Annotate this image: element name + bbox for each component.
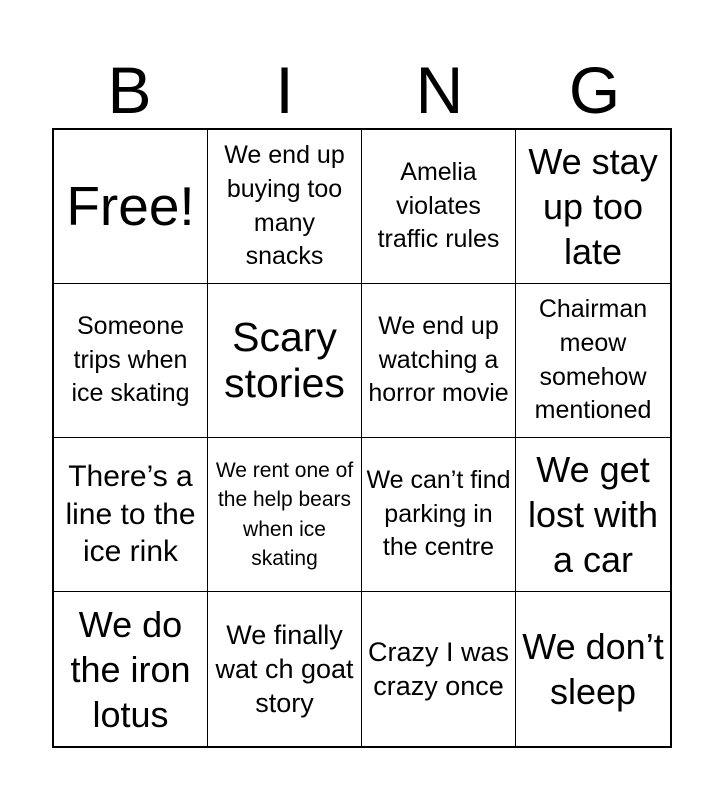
- bingo-header: [52, 52, 672, 128]
- header-letter-b: B: [107, 53, 152, 127]
- bingo-cell[interactable]: [54, 130, 208, 284]
- header-letter-i: I: [275, 53, 294, 127]
- bingo-cell[interactable]: [54, 284, 208, 438]
- bingo-board: [52, 128, 672, 748]
- bingo-cell[interactable]: [516, 438, 670, 592]
- bingo-cell[interactable]: [208, 438, 362, 592]
- cell-text: Crazy I was crazy once: [367, 636, 510, 701]
- cell-text: We stay up too late: [528, 141, 658, 272]
- cell-text: We get lost with a car: [527, 449, 659, 580]
- bingo-cell[interactable]: [362, 284, 516, 438]
- bingo-cell[interactable]: [362, 130, 516, 284]
- bingo-cell[interactable]: [208, 130, 362, 284]
- header-letter-g: G: [568, 53, 621, 127]
- cell-text: Free!: [66, 175, 195, 238]
- bingo-cell[interactable]: [516, 130, 670, 284]
- bingo-cell[interactable]: [516, 284, 670, 438]
- bingo-cell[interactable]: [54, 438, 208, 592]
- cell-text: We finally wat ch goat story: [215, 619, 354, 719]
- cell-text: Someone trips when ice skating: [71, 311, 190, 408]
- bingo-cell[interactable]: [362, 592, 516, 746]
- cell-text: We do the iron lotus: [70, 603, 191, 735]
- cell-text: We can’t find parking in the centre: [366, 465, 511, 562]
- cell-text: Scary stories: [224, 314, 345, 406]
- cell-text: We don’t sleep: [522, 626, 664, 712]
- cell-text: There’s a line to the ice rink: [65, 460, 196, 569]
- bingo-cell[interactable]: [362, 438, 516, 592]
- cell-text: We end up buying too many snacks: [224, 141, 345, 271]
- cell-text: We end up watching a horror movie: [368, 311, 509, 408]
- bingo-cell[interactable]: [208, 284, 362, 438]
- cell-text: We rent one of the help bears when ice skating: [215, 458, 354, 570]
- bingo-cell[interactable]: [208, 592, 362, 746]
- header-letter-n: N: [415, 53, 464, 127]
- cell-text: Chairman meow somehow mentioned: [534, 295, 652, 425]
- bingo-cell[interactable]: [516, 592, 670, 746]
- cell-text: Amelia violates traffic rules: [377, 157, 500, 254]
- bingo-cell[interactable]: [54, 592, 208, 746]
